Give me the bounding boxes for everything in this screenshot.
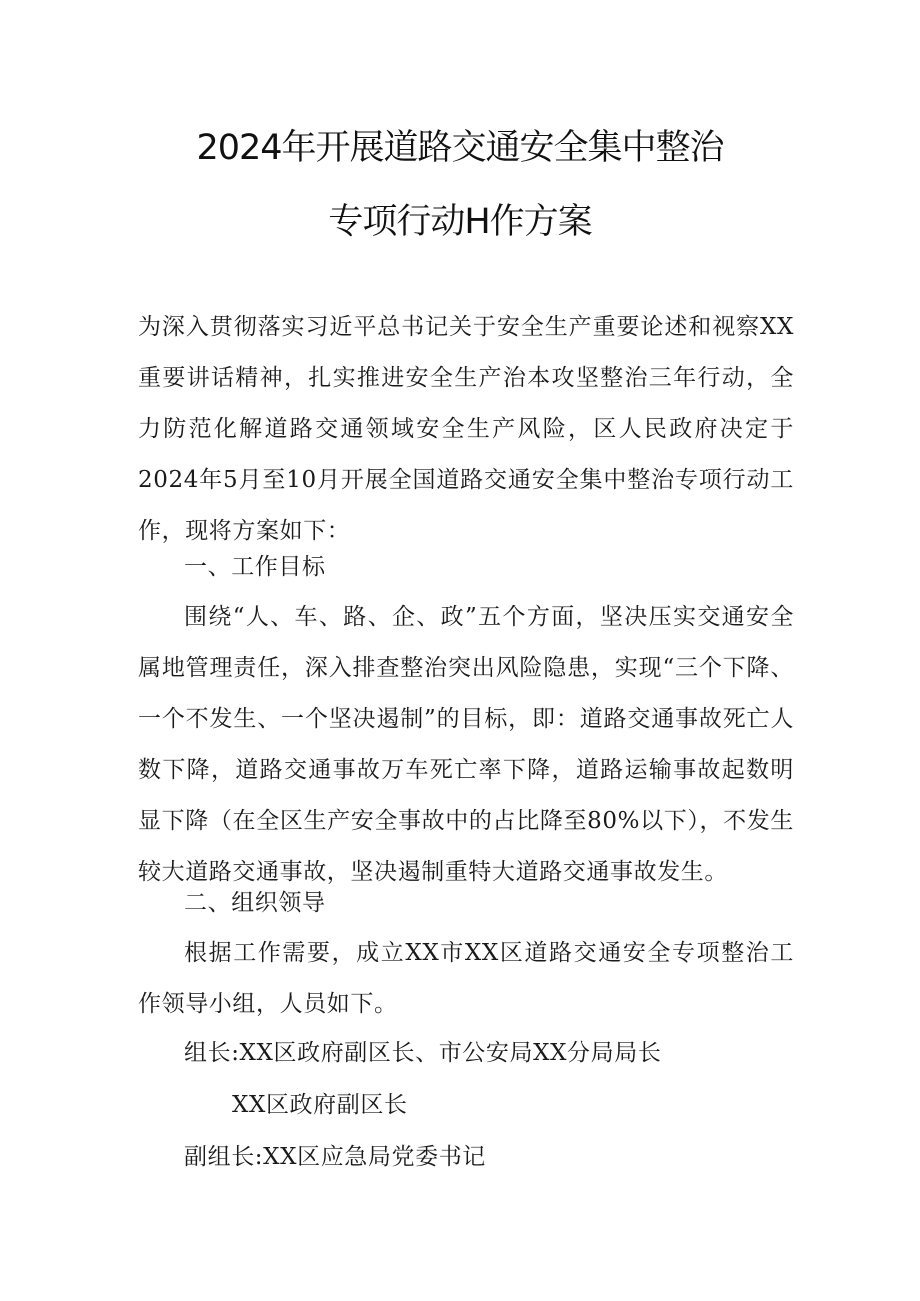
intro-paragraph: 为深入贯彻落实习近平总书记关于安全生产重要论述和视察XX重要讲话精神，扎实推进安全生产治本攻坚整治三年行动，全力防范化解道路交通领域安全生产风险，区人民政府决定于2024年5月至10月开展全国道路交通安全集中整治专项行动工作，现将方案如下：: [138, 314, 794, 544]
section2-heading: 二、组织领导: [184, 890, 326, 916]
document-title-line2: 专项行动H作方案: [328, 202, 592, 242]
leader-line: 组长:XX区政府副区长、市公安局XX分局局长: [184, 1040, 662, 1066]
leader-line-continued: XX区政府副区长: [232, 1092, 408, 1118]
section1-paragraph: 围绕“人、车、路、企、政”五个方面，坚决压实交通安全属地管理责任，深入排查整治突出风险隐患，实现“三个下降、一个不发生、一个坚决遏制”的目标，即：道路交通事故死亡人数下降，道路交通事故万车死亡率下降，道路运输事故起数明显下降（在全区生产安全事故中的占比降至80%以下），不发生较大道路交通事故，坚决遏制重特大道路交通事故发生。: [138, 604, 794, 885]
section1-heading: 一、工作目标: [184, 554, 326, 580]
section2-paragraph: 根据工作需要，成立XX市XX区道路交通安全专项整治工作领导小组，人员如下。: [138, 940, 794, 1017]
document-title-line1: 2024年开展道路交通安全集中整治: [196, 128, 724, 168]
deputy-leader-line: 副组长:XX区应急局党委书记: [184, 1144, 486, 1170]
